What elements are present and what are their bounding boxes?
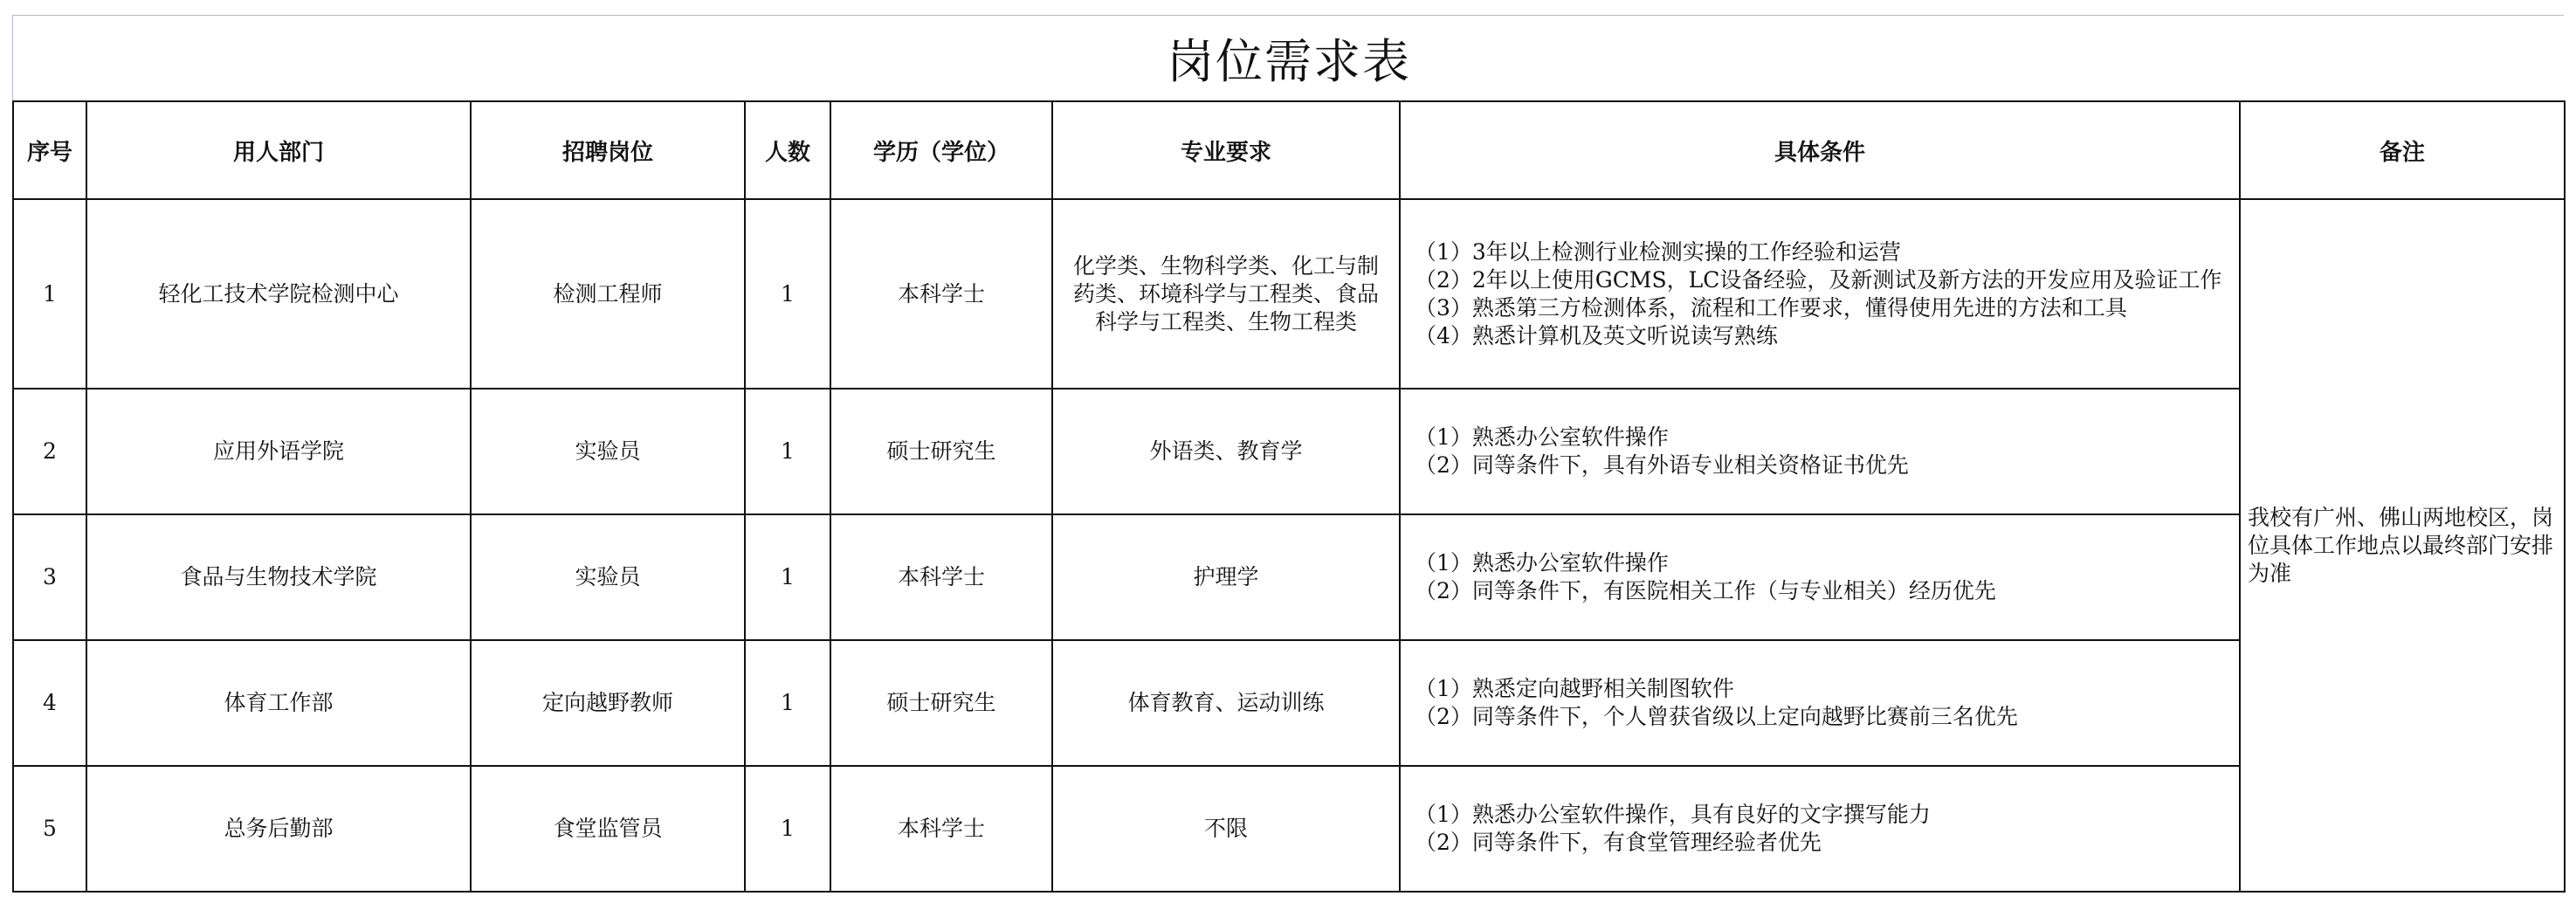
cell-major: [1052, 640, 1400, 766]
cell-degree: 本科学士: [830, 199, 1052, 389]
condition-line: （2）同等条件下，具有外语专业相关资格证书优先: [1415, 452, 1909, 478]
major-text: 护理学: [1193, 564, 1259, 589]
cell-position: 实验员: [471, 514, 745, 640]
cell-conditions: [1400, 514, 2240, 640]
header-major: 专业要求: [1052, 101, 1400, 199]
cell-major: [1052, 389, 1400, 514]
cell-no: 2: [13, 389, 86, 514]
condition-line: （2）同等条件下，有食堂管理经验者优先: [1415, 830, 1822, 855]
cell-count: 1: [745, 640, 830, 766]
cell-degree: 硕士研究生: [830, 389, 1052, 514]
header-degree: 学历（学位）: [830, 101, 1052, 199]
cell-position: 食堂监管员: [471, 766, 745, 892]
condition-line: （3）熟悉第三方检测体系，流程和工作要求，懂得使用先进的方法和工具: [1415, 294, 2127, 321]
table-row: [13, 766, 2565, 892]
cell-conditions: [1400, 199, 2240, 389]
cell-dept: 应用外语学院: [86, 389, 471, 514]
major-text: 体育教育、运动训练: [1127, 690, 1325, 715]
condition-line: （1）熟悉办公室软件操作: [1415, 550, 1669, 576]
condition-line: （2）同等条件下，个人曾获省级以上定向越野比赛前三名优先: [1415, 704, 2018, 729]
cell-remark: [2240, 199, 2565, 892]
cell-degree: 本科学士: [830, 514, 1052, 640]
cell-position: 实验员: [471, 389, 745, 514]
condition-line: （4）熟悉计算机及英文听说读写熟练: [1415, 322, 1778, 348]
condition-line: （2）同等条件下，有医院相关工作（与专业相关）经历优先: [1415, 578, 1996, 603]
cell-degree: 硕士研究生: [830, 640, 1052, 766]
cell-major: [1052, 199, 1400, 389]
cell-no: 5: [13, 766, 86, 892]
cell-major: [1052, 514, 1400, 640]
condition-line: （1）3年以上检测行业检测实操的工作经验和运营: [1415, 238, 1901, 265]
condition-line: （1）熟悉办公室软件操作: [1415, 424, 1669, 450]
header-position: 招聘岗位: [471, 101, 745, 199]
header-count: 人数: [745, 101, 830, 199]
remark-text: 我校有广州、佛山两地校区，岗位具体工作地点以最终部门安排为准: [2248, 504, 2554, 586]
cell-no: 3: [13, 514, 86, 640]
major-text: 不限: [1203, 816, 1248, 841]
page-title: 岗位需求表: [1167, 33, 1411, 89]
title-cell: [12, 15, 2565, 100]
table-row: [13, 389, 2565, 514]
cell-conditions: [1400, 389, 2240, 514]
requirements-table: [12, 100, 2566, 893]
cell-dept: 轻化工技术学院检测中心: [86, 199, 471, 389]
table-row: [13, 640, 2565, 766]
cell-count: 1: [745, 199, 830, 389]
cell-count: 1: [745, 514, 830, 640]
cell-conditions: [1400, 640, 2240, 766]
cell-no: 1: [13, 199, 86, 389]
cell-conditions: [1400, 766, 2240, 892]
table-row: [13, 514, 2565, 640]
cell-position: 检测工程师: [471, 199, 745, 389]
cell-degree: 本科学士: [830, 766, 1052, 892]
header-conditions: 具体条件: [1400, 101, 2240, 199]
header-row: [13, 101, 2565, 199]
cell-count: 1: [745, 766, 830, 892]
header-no: 序号: [13, 101, 86, 199]
condition-line: （1）熟悉定向越野相关制图软件: [1415, 676, 1734, 701]
cell-count: 1: [745, 389, 830, 514]
condition-line: （2）2年以上使用GCMS，LC设备经验，及新测试及新方法的开发应用及验证工作: [1415, 266, 2222, 293]
condition-line: （1）熟悉办公室软件操作，具有良好的文字撰写能力: [1415, 802, 1931, 827]
major-text: 化学类、生物科学类、化工与制药类、环境科学与工程类、食品科学与工程类、生物工程类: [1072, 252, 1379, 334]
cell-position: 定向越野教师: [471, 640, 745, 766]
cell-dept: 体育工作部: [86, 640, 471, 766]
cell-no: 4: [13, 640, 86, 766]
header-remark: 备注: [2240, 101, 2565, 199]
cell-dept: 食品与生物技术学院: [86, 514, 471, 640]
major-text: 外语类、教育学: [1149, 438, 1303, 464]
table-row: [13, 199, 2565, 389]
header-dept: 用人部门: [86, 101, 471, 199]
cell-dept: 总务后勤部: [86, 766, 471, 892]
cell-major: [1052, 766, 1400, 892]
